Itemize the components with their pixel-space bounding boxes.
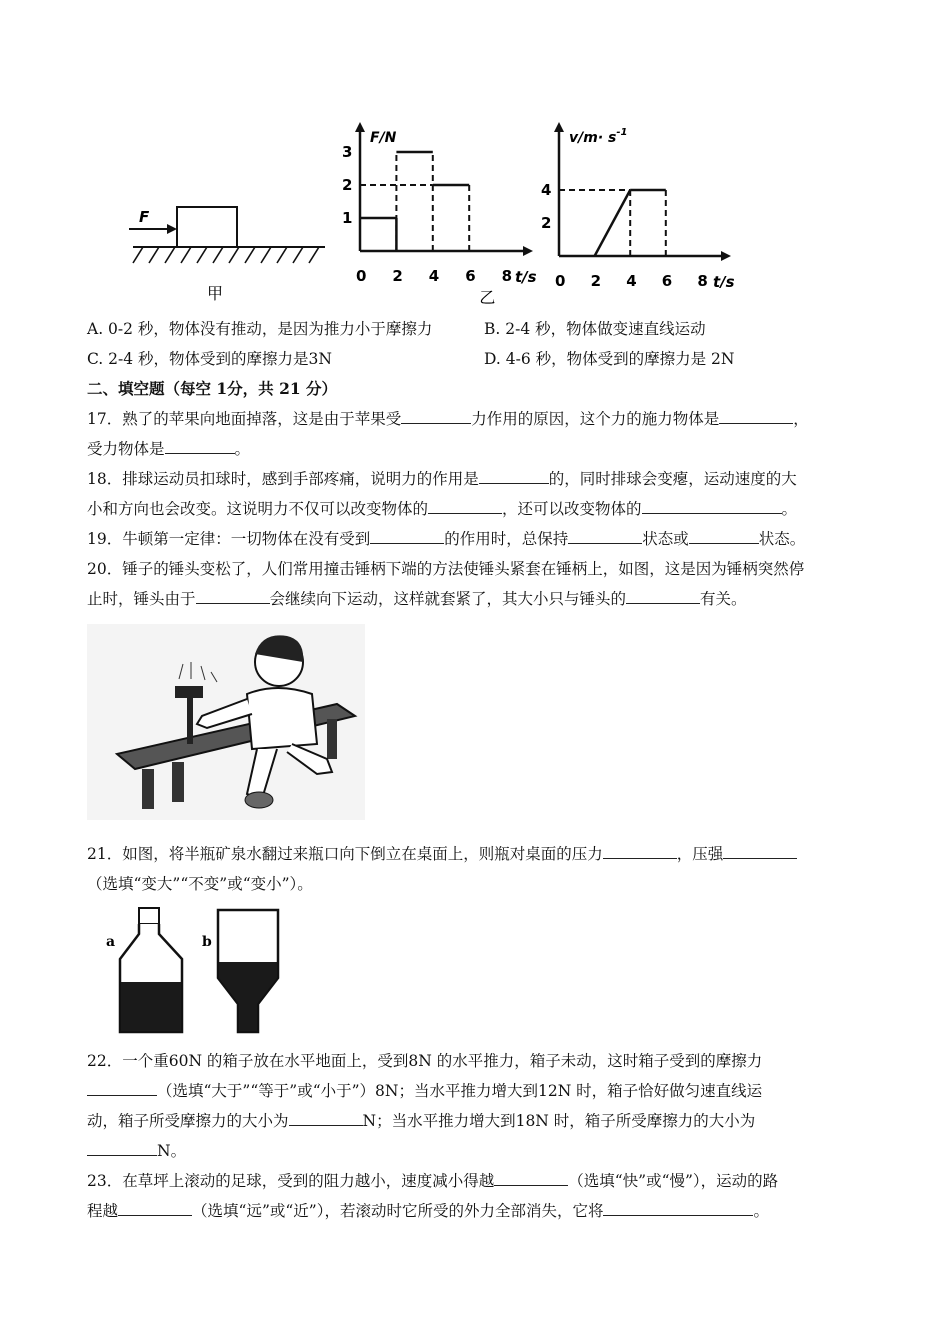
x-tick-label: 0	[356, 267, 367, 285]
q17-blank-1[interactable]	[401, 409, 471, 424]
q17-line1: 17．熟了的苹果向地面掉落，这是由于苹果受 力作用的原因，这个力的施力物体是 ，	[87, 410, 809, 428]
q19-blank-2[interactable]	[568, 529, 642, 544]
figure-block-on-ground	[125, 195, 335, 305]
force-label: F	[139, 208, 150, 226]
bottle-b-label: b	[202, 934, 212, 950]
y-axis-label: F/N	[370, 130, 397, 146]
option-d: D. 4-6 秒，物体受到的摩擦力是 2N	[484, 350, 735, 368]
q22-line3: 动，箱子所受摩擦力的大小为 N；当水平推力增大到18N 时，箱子所受摩擦力的大小为	[87, 1112, 756, 1130]
x-tick-label: 2	[590, 272, 602, 288]
q17-blank-3[interactable]	[165, 439, 235, 454]
bottles-illustration	[100, 904, 300, 1036]
x-tick-label: 6	[465, 267, 476, 285]
q22-line1: 22．一个重60N 的箱子放在水平地面上，受到8N 的水平推力，箱子未动，这时箱子受到的摩擦力	[87, 1052, 763, 1070]
hammer-handle	[187, 694, 193, 744]
option-a: A. 0-2 秒，物体没有推动，是因为推力小于摩擦力	[87, 320, 433, 338]
q20-line1: 20．锤子的锤头变松了，人们常用撞击锤柄下端的方法使锤头紧套在锤柄上，如图，这是因为锤柄突然停	[87, 560, 805, 578]
chart-velocity-time	[540, 118, 755, 288]
velocity-segment	[595, 190, 631, 256]
option-b: B. 2-4 秒，物体做变速直线运动	[484, 320, 706, 338]
caption-jia: 甲	[207, 284, 224, 303]
q22-line4: N。	[87, 1141, 186, 1161]
q22-line2: （选填“大于”“等于”或“小于”）8N；当水平推力增大到12N 时，箱子恰好做匀速直线运	[87, 1081, 762, 1101]
bottle-b	[218, 910, 278, 1032]
bottle-a	[120, 908, 182, 1032]
hammer-illustration	[87, 624, 365, 820]
q23-blank-2[interactable]	[118, 1201, 192, 1216]
q18-blank-1[interactable]	[479, 469, 549, 484]
x-tick-label: 8	[501, 267, 513, 285]
q19-blank-1[interactable]	[370, 529, 444, 544]
y-tick-label: 1	[342, 209, 353, 227]
y-axis-arrow	[355, 122, 365, 132]
q17-line2: 受力物体是 。	[87, 440, 251, 458]
y-tick-label: 3	[342, 143, 353, 161]
block	[177, 207, 237, 247]
x-tick-label: 4	[428, 267, 440, 285]
x-axis-label: t/s	[713, 273, 735, 288]
q21-line1: 21．如图，将半瓶矿泉水翻过来瓶口向下倒立在桌面上，则瓶对桌面的压力 ，压强	[87, 844, 797, 864]
q20-line2: 止时，锤头由于 会继续向下运动，这样就套紧了，其大小只与锤头的 有关。	[87, 590, 747, 608]
x-tick-label: 0	[555, 272, 566, 288]
y-tick-label: 2	[541, 214, 552, 232]
y-tick-label: 4	[541, 181, 552, 199]
q23-line1: 23．在草坪上滚动的足球，受到的阻力越小，速度减小得越 （选填“快”或“慢”），运动的路	[87, 1172, 779, 1190]
y-axis-arrow	[554, 122, 564, 132]
x-tick-label: 6	[661, 272, 673, 288]
q22-blank-3[interactable]	[87, 1141, 157, 1156]
q21-line2: （选填“变大”“不变”或“变小”）。	[87, 875, 313, 893]
q23-blank-3[interactable]	[603, 1201, 753, 1216]
x-axis-label: t/s	[515, 268, 537, 286]
y-axis-label: $v/m\cdot s^{-1}$	[569, 127, 628, 146]
q18-line1: 18．排球运动员扣球时，感到手部疼痛，说明力的作用是 的，同时排球会变瘪，运动速度的大	[87, 470, 797, 488]
option-c: C. 2-4 秒，物体受到的摩擦力是3N	[87, 350, 332, 368]
y-axis-label-sup: -1	[616, 127, 628, 138]
bottle-a-label: a	[106, 934, 116, 950]
x-tick-label: 8	[697, 272, 708, 288]
q18-line2: 小和方向也会改变。这说明力不仅可以改变物体的 ，还可以改变物体的 。	[87, 500, 798, 518]
y-tick-label: 2	[342, 176, 353, 194]
x-axis-arrow	[523, 246, 533, 256]
q20-blank-1[interactable]	[196, 589, 270, 604]
q19-blank-3[interactable]	[689, 529, 759, 544]
q17-blank-2[interactable]	[719, 409, 793, 424]
q23-blank-1[interactable]	[494, 1171, 568, 1186]
q18-blank-2[interactable]	[428, 499, 502, 514]
caption-yi: 乙	[479, 288, 496, 307]
q22-blank-1[interactable]	[87, 1081, 157, 1096]
section-title: 二、填空题（每空 1分，共 21 分）	[87, 379, 338, 398]
x-axis-arrow	[721, 251, 731, 261]
q22-blank-2[interactable]	[289, 1111, 363, 1126]
x-tick-label: 2	[392, 267, 403, 285]
chart-force-time	[325, 118, 545, 308]
q20-blank-2[interactable]	[626, 589, 700, 604]
q21-blank-2[interactable]	[723, 844, 797, 859]
x-tick-label: 4	[626, 272, 637, 288]
q21-blank-1[interactable]	[603, 844, 677, 859]
hammer-head	[175, 686, 203, 698]
q23-line2: 程越 （选填“远”或“近”），若滚动时它所受的外力全部消失，它将 。	[87, 1202, 769, 1220]
q18-blank-3[interactable]	[642, 499, 782, 514]
q19-line: 19．牛顿第一定律：一切物体在没有受到 的作用时，总保持 状态或 状态。	[87, 530, 806, 548]
